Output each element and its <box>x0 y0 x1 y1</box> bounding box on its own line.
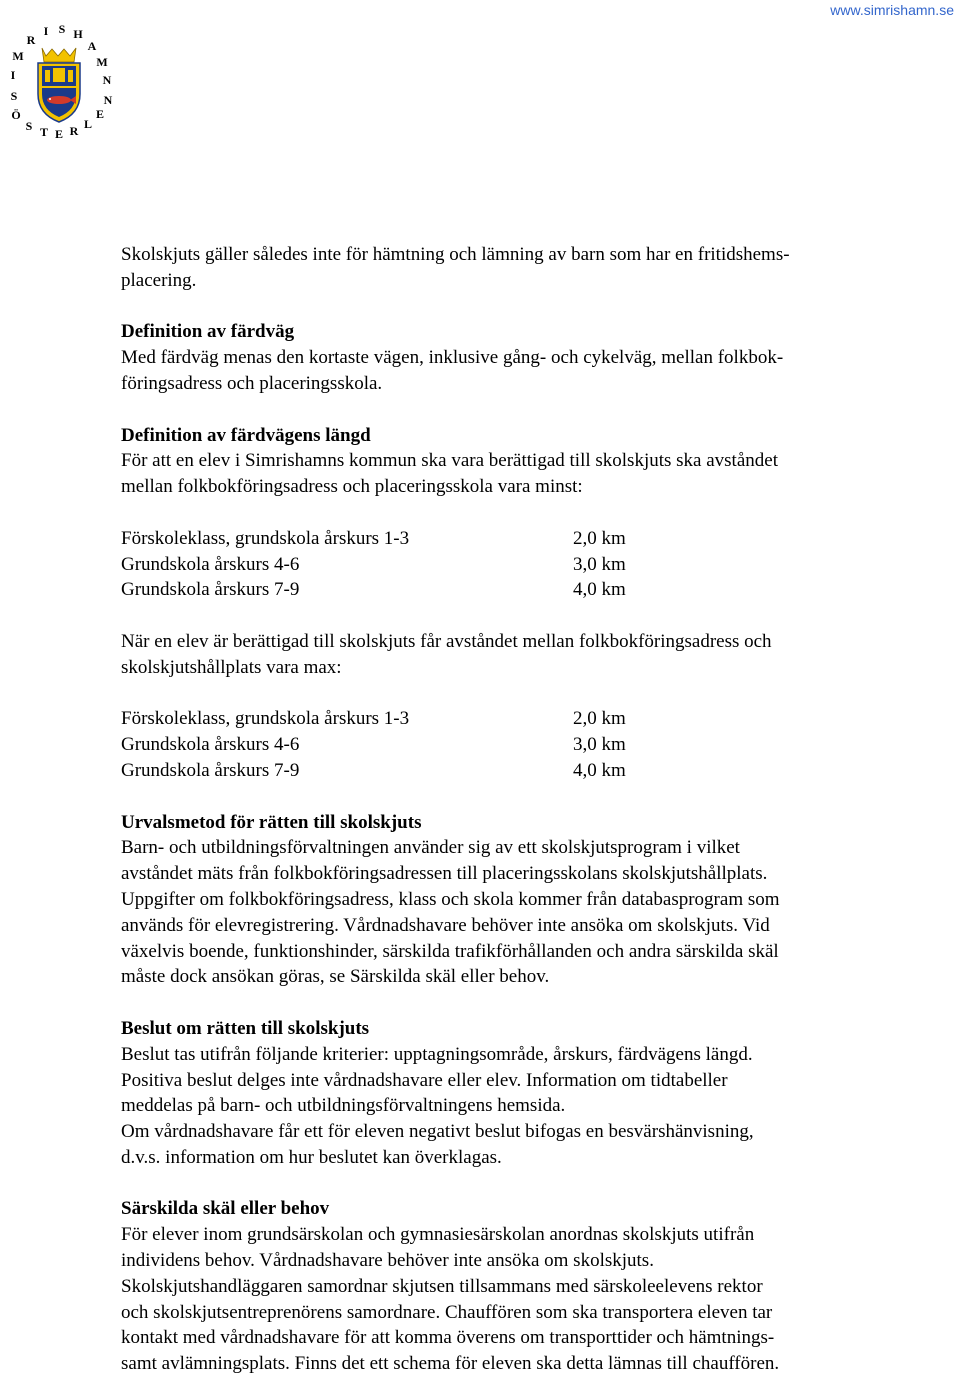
svg-text:E: E <box>95 107 105 121</box>
selection-method-line: måste dock ansökan göras, se Särskilda skäl eller behov. <box>121 966 550 988</box>
decision-line: d.v.s. information om hur beslutet kan överklagas. <box>121 1146 502 1168</box>
svg-text:R: R <box>26 33 36 47</box>
svg-text:T: T <box>39 125 49 139</box>
stop-distance-line: När en elev är berättigad till skolskjuts får avståndet mellan folkbokföringsadress och <box>121 630 772 652</box>
svg-text:S: S <box>58 22 66 36</box>
selection-method-line: avståndet mäts från folkbokföringsadressen till placeringsskolans skolskjutshållplats. <box>121 863 768 885</box>
svg-text:Ö: Ö <box>11 108 21 122</box>
decision-line: meddelas på barn- och utbildningsförvaltningens hemsida. <box>121 1095 566 1117</box>
svg-text:I: I <box>10 68 16 82</box>
max-distance-row <box>121 758 921 784</box>
special-reasons-line: kontakt med vårdnadshavare för att komma överens om transporttider och hämtnings- <box>121 1327 775 1349</box>
crown-icon <box>42 48 76 62</box>
svg-text:L: L <box>83 117 93 131</box>
shield-icon <box>38 63 80 122</box>
svg-text:R: R <box>69 124 79 138</box>
svg-text:H: H <box>73 27 83 41</box>
special-reasons-line: individens behov. Vårdnadshavare behöver inte ansöka om skolskjuts. <box>121 1250 654 1272</box>
heading-selection-method: Urvalsmetod för rätten till skolskjuts <box>121 811 422 833</box>
heading-special-reasons: Särskilda skäl eller behov <box>121 1198 330 1220</box>
document-body <box>121 242 921 1377</box>
grade-label: Grundskola årskurs 4-6 <box>121 734 300 756</box>
max-distance-row <box>121 706 921 732</box>
travel-route-line: föringsadress och placeringsskola. <box>121 372 383 394</box>
special-reasons-line: Skolskjutshandläggaren samordnar skjutsen tillsammans med särskoleelevens rektor <box>121 1275 763 1297</box>
svg-text:S: S <box>25 119 33 133</box>
svg-text:I: I <box>43 24 49 38</box>
route-length-line: För att en elev i Simrishamns kommun ska vara berättigad till skolskjuts ska avståndet <box>121 450 778 472</box>
svg-text:N: N <box>103 93 113 107</box>
intro-line-1: Skolskjuts gäller således inte för hämtning och lämning av barn som har en fritidshems- <box>121 244 790 265</box>
special-reasons-line: och skolskjutsentreprenörens samordnare. Chauffören som ska transportera eleven tar <box>121 1301 773 1323</box>
distance-value: 2,0 km <box>573 527 626 549</box>
heading-travel-route: Definition av färdväg <box>121 321 295 343</box>
svg-text:E: E <box>54 127 64 140</box>
max-distance-row <box>121 732 921 758</box>
distance-value: 3,0 km <box>573 553 626 575</box>
travel-route-line: Med färdväg menas den kortaste vägen, inklusive gång- och cykelväg, mellan folkbok- <box>121 347 784 369</box>
grade-label: Förskoleklass, grundskola årskurs 1-3 <box>121 527 410 549</box>
municipality-logo <box>2 22 118 140</box>
intro-line-2: placering. <box>121 269 197 291</box>
grade-label: Grundskola årskurs 4-6 <box>121 553 300 575</box>
selection-method-line: Barn- och utbildningsförvaltningen använder sig av ett skolskjutsprogram i vilket <box>121 837 740 859</box>
special-reasons-line: För elever inom grundsärskolan och gymnasiesärskolan anordnas skolskjuts utifrån <box>121 1224 755 1246</box>
decision-line: Positiva beslut delges inte vårdnadshavare eller elev. Information om tidtabeller <box>121 1069 728 1091</box>
route-length-line: mellan folkbokföringsadress och placeringsskola vara minst: <box>121 476 583 498</box>
min-distance-row <box>121 552 921 578</box>
selection-method-line: växelvis boende, funktionshinder, särskilda trafikförhållanden och andra särskilda skäl <box>121 940 779 962</box>
grade-label: Förskoleklass, grundskola årskurs 1-3 <box>121 708 410 730</box>
selection-method-line: används för elevregistrering. Vårdnadshavare behöver inte ansöka om skolskjuts. Vid <box>121 914 770 936</box>
distance-value: 4,0 km <box>573 759 626 781</box>
distance-value: 2,0 km <box>573 708 626 730</box>
min-distance-row <box>121 526 921 552</box>
grade-label: Grundskola årskurs 7-9 <box>121 759 300 781</box>
selection-method-line: Uppgifter om folkbokföringsadress, klass och skola kommer från databasprogram som <box>121 888 780 910</box>
svg-text:M: M <box>96 55 108 69</box>
decision-line: Om vårdnadshavare får ett för eleven negativt beslut bifogas en besvärshänvisning, <box>121 1121 754 1143</box>
distance-value: 3,0 km <box>573 734 626 756</box>
site-url-link[interactable]: www.simrishamn.se <box>830 2 954 18</box>
svg-text:S: S <box>10 89 18 103</box>
stop-distance-line: skolskjutshållplats vara max: <box>121 656 342 678</box>
distance-value: 4,0 km <box>573 579 626 601</box>
special-reasons-line: samt avlämningsplats. Finns det ett schema för eleven ska detta lämnas till chauffören. <box>121 1353 780 1375</box>
heading-decision: Beslut om rätten till skolskjuts <box>121 1017 370 1039</box>
svg-text:M: M <box>12 49 24 63</box>
decision-line: Beslut tas utifrån följande kriterier: upptagningsområde, årskurs, färdvägens längd. <box>121 1043 753 1065</box>
grade-label: Grundskola årskurs 7-9 <box>121 579 300 601</box>
min-distance-row <box>121 577 921 603</box>
svg-text:A: A <box>87 39 97 53</box>
heading-route-length: Definition av färdvägens längd <box>121 424 371 446</box>
svg-text:N: N <box>102 73 112 87</box>
